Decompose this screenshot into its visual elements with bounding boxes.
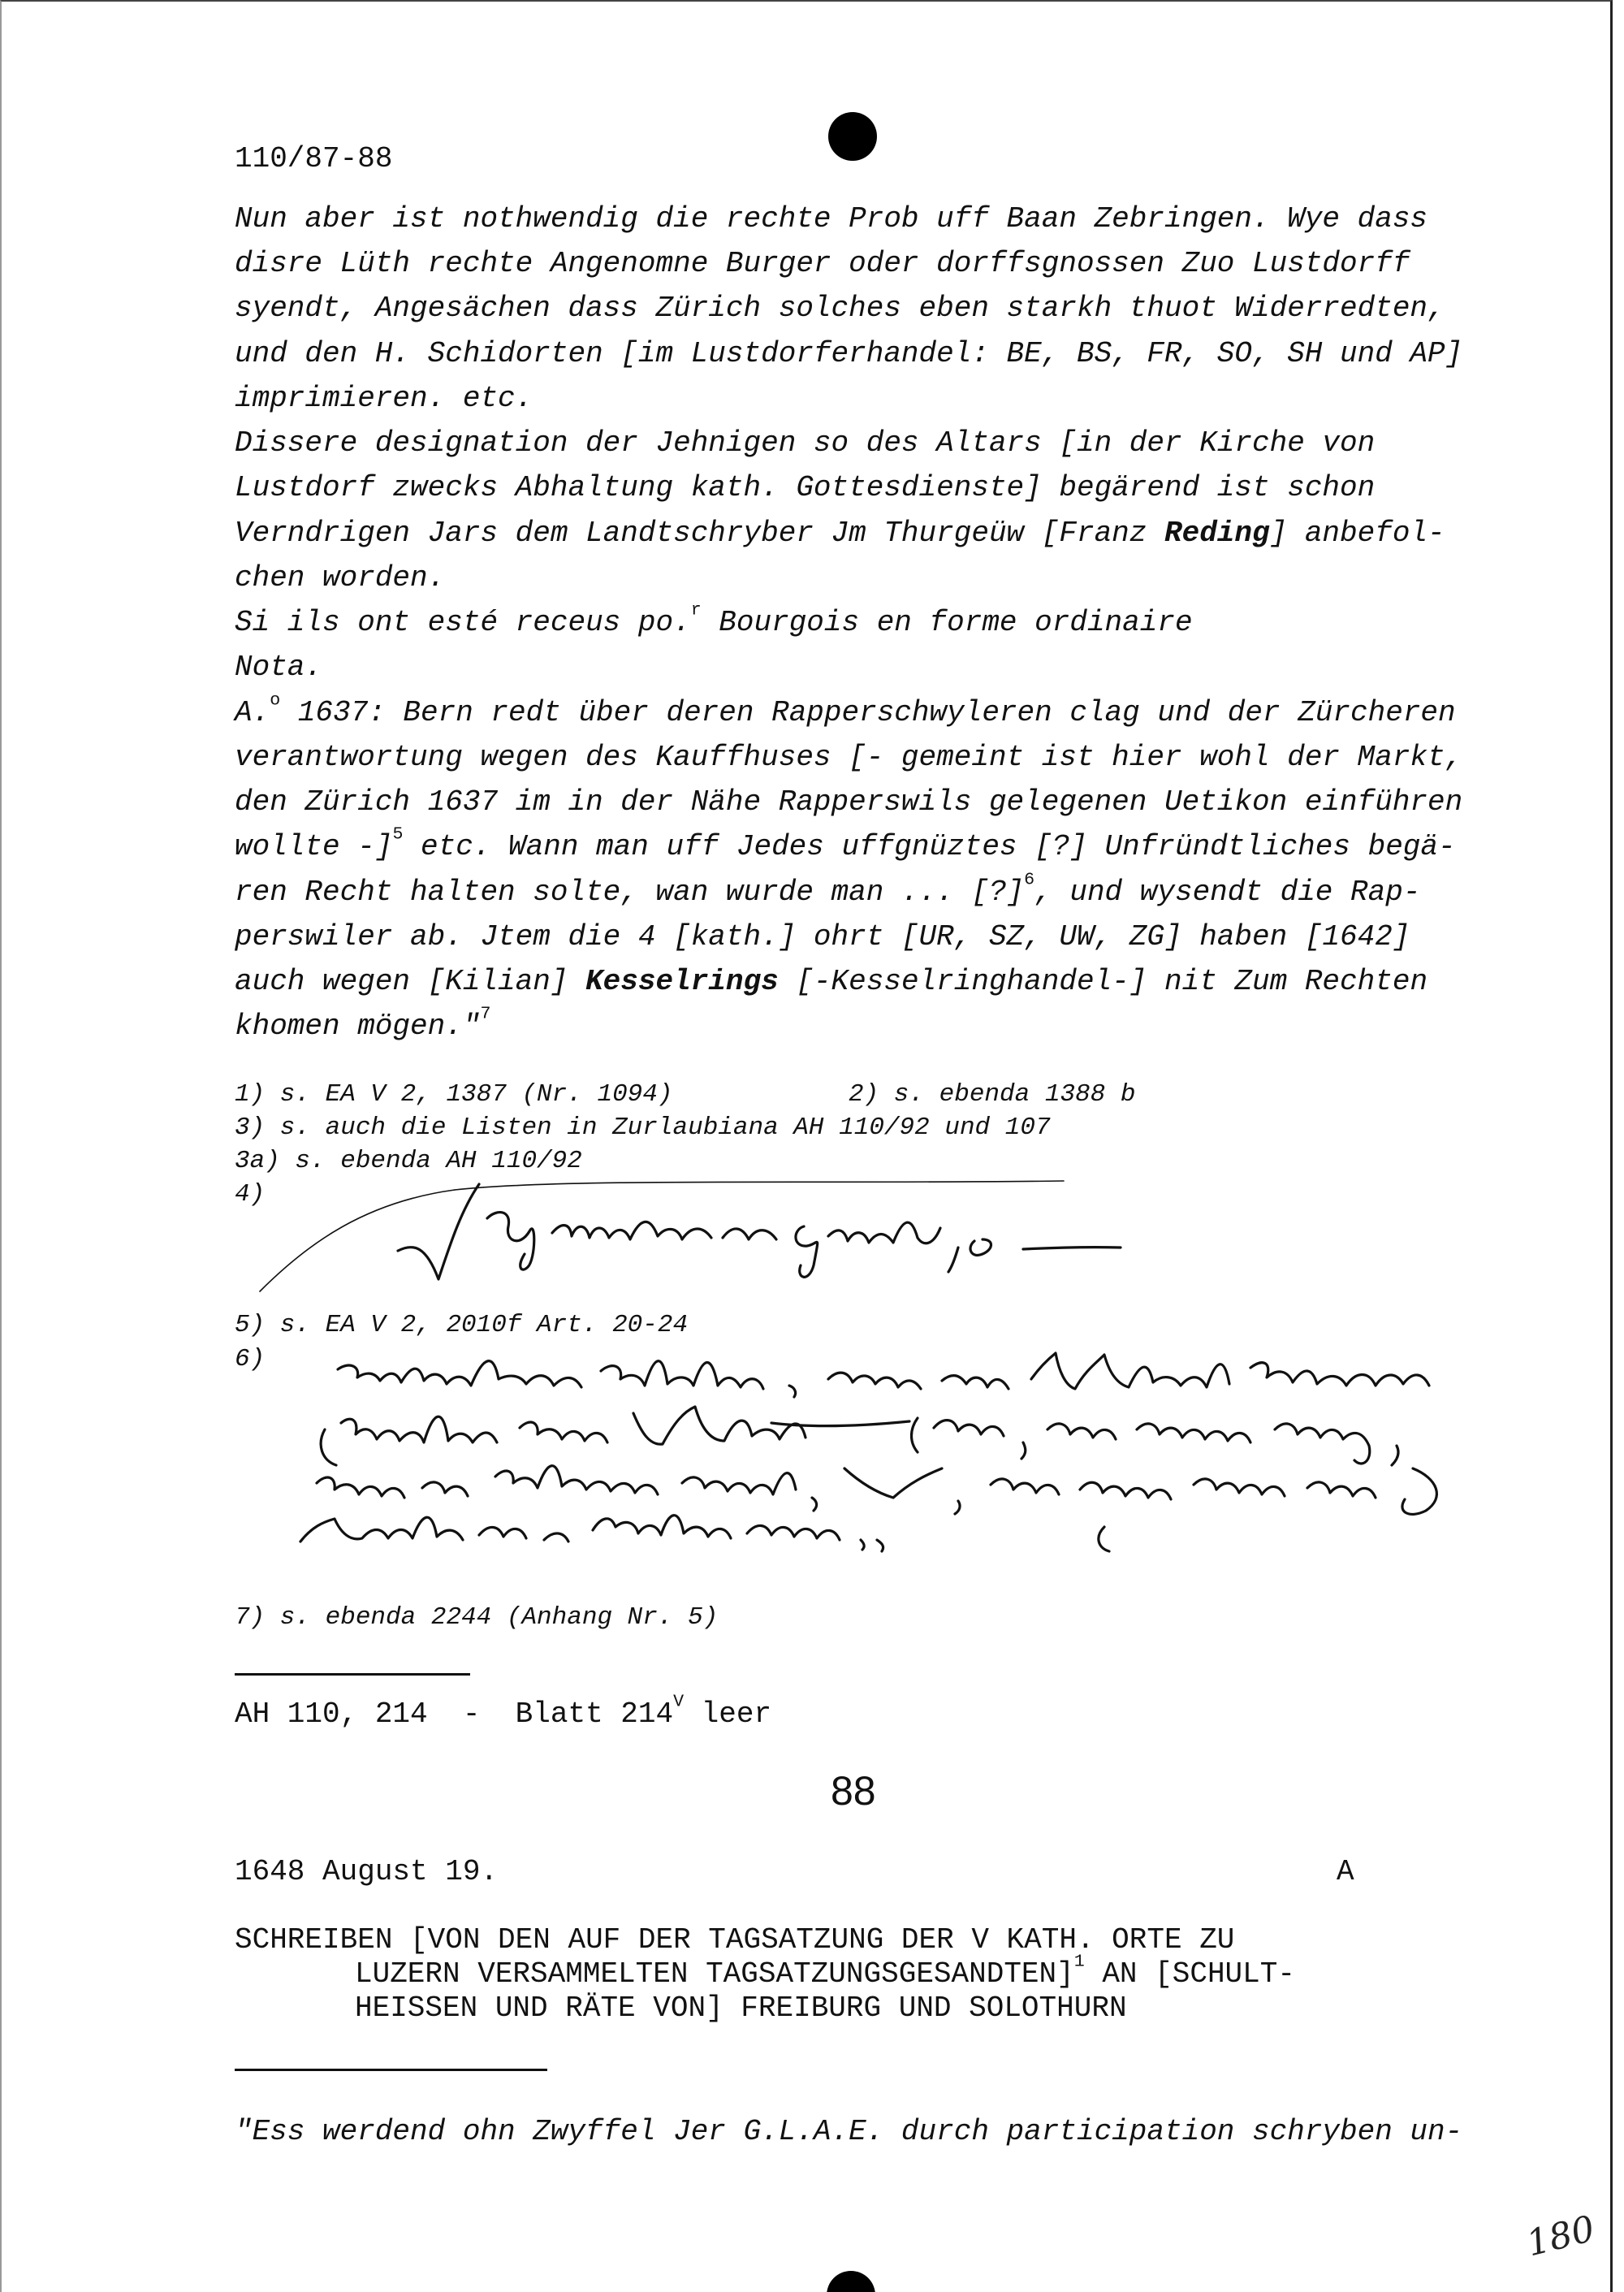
handwriting-excerpt-6 xyxy=(292,1338,1478,1582)
text-line: Verndrigen Jars dem Landtschryber Jm Thurgeüw [Franz Reding] anbefol- xyxy=(235,517,1445,550)
document-date: 1648 August 19. xyxy=(235,1855,499,1888)
document-number: 88 xyxy=(831,1768,876,1814)
folio-mark: 180 xyxy=(1522,2208,1599,2265)
footnote-1: 1) s. EA V 2, 1387 (Nr. 1094) xyxy=(235,1080,673,1109)
footnote-7: 7) s. ebenda 2244 (Anhang Nr. 5) xyxy=(235,1603,719,1632)
text-line: und den H. Schidorten [im Lustdorferhandel: BE, BS, FR, SO, SH und AP] xyxy=(235,337,1463,370)
text-line: Dissere designation der Jehnigen so des Altars [in der Kirche von xyxy=(235,426,1376,460)
footnote-6: 6) xyxy=(235,1345,266,1373)
handwriting-excerpt-4 xyxy=(244,1170,1153,1300)
document-heading-line: LUZERN VERSAMMELTEN TAGSATZUNGSGESANDTEN]$^1$ AN [SCHULT- xyxy=(355,1952,1295,1991)
document-letter: A xyxy=(1337,1855,1354,1888)
letter-text-start: "Ess werdend ohn Zwyffel Jer G.L.A.E. durch participation schryben un- xyxy=(235,2115,1463,2148)
footnote-5: 5) s. EA V 2, 2010f Art. 20-24 xyxy=(235,1311,689,1339)
text-line: khomen mögen."$^7$ xyxy=(235,1004,491,1043)
source-reference: AH 110, 214 - Blatt $214^V$ leer xyxy=(235,1692,772,1731)
footnote-3: 3) s. auch die Listen in Zurlaubiana AH 110/92 und 107 xyxy=(235,1114,1051,1142)
page-reference: 110/87-88 xyxy=(235,142,393,175)
text-line: A.$^o$ 1637: Bern redt über deren Rapperschwyleren clag und der Zürcheren xyxy=(235,690,1456,729)
text-line: auch wegen [Kilian] Kesselrings [-Kesselringhandel-] nit Zum Rechten xyxy=(235,965,1428,998)
footnote-3a: 3a) s. ebenda AH 110/92 xyxy=(235,1147,582,1175)
text-line: imprimieren. etc. xyxy=(235,382,533,415)
footnote-4: 4) xyxy=(235,1180,266,1209)
footnote-2: 2) s. ebenda 1388 b xyxy=(849,1080,1136,1109)
text-line: Lustdorf zwecks Abhaltung kath. Gottesdienste] begärend ist schon xyxy=(235,471,1376,504)
text-line: perswiler ab. Jtem die 4 [kath.] ohrt [UR, SZ, UW, ZG] haben [1642] xyxy=(235,920,1410,954)
separator-rule xyxy=(235,1673,470,1676)
text-line: ren Recht halten solte, wan wurde man ... [?]$^6$, und wysendt die Rap- xyxy=(235,870,1421,909)
document-heading-line: HEISSEN UND RÄTE VON] FREIBURG UND SOLOTHURN xyxy=(355,1991,1127,2025)
text-line: disre Lüth rechte Angenomne Burger oder dorffsgnossen Zuo Lustdorff xyxy=(235,247,1410,280)
document-heading-line: SCHREIBEN [VON DEN AUF DER TAGSATZUNG DER V KATH. ORTE ZU xyxy=(235,1923,1235,1957)
bold-name: Kesselrings xyxy=(585,965,779,998)
text-line: syendt, Angesächen dass Zürich solches eben starkh thuot Widerredten, xyxy=(235,292,1445,325)
punch-hole-top xyxy=(828,112,877,161)
separator-rule xyxy=(235,2069,547,2071)
text-line: Si ils ont esté receus po.$^r$ Bourgois en forme ordinaire xyxy=(235,600,1193,639)
bold-name: Reding xyxy=(1164,517,1270,550)
text-line: chen worden. xyxy=(235,561,446,595)
text-line: verantwortung wegen des Kauffhuses [- gemeint ist hier wohl der Markt, xyxy=(235,741,1463,774)
text-line: den Zürich 1637 im in der Nähe Rapperswils gelegenen Uetikon einführen xyxy=(235,785,1463,819)
text-line: Nota. xyxy=(235,651,323,684)
text-line: wollte -]$^5$ etc. Wann man uff Jedes uffgnüztes [?] Unfründtliches begä- xyxy=(235,824,1456,863)
text-line: Nun aber ist nothwendig die rechte Prob uff Baan Zebringen. Wye dass xyxy=(235,202,1428,236)
